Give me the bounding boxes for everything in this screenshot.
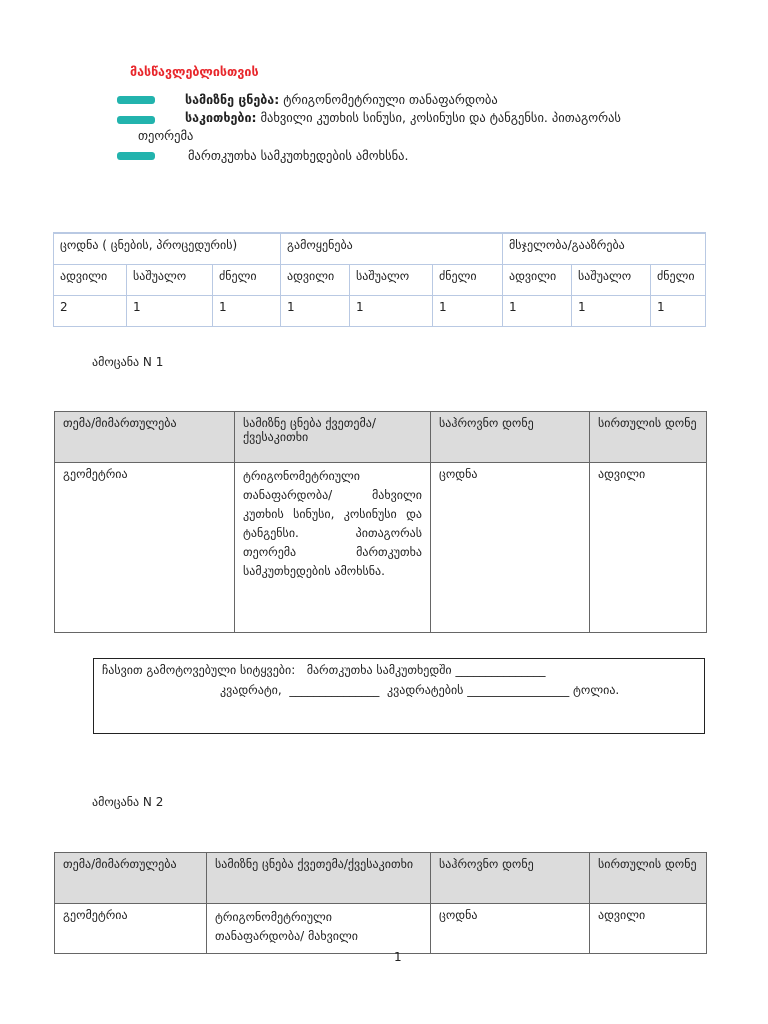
level-cell: ძნელი [433, 265, 503, 296]
header-target-concept: სამიზნე ცნება ქვეთემა/ქვესაკითხი [207, 853, 431, 904]
level-cell: საშუალო [572, 265, 651, 296]
cell-target-concept: ტრიგონომეტრიული თანაფარდობა/ მახვილი [207, 904, 431, 954]
cell-skill-level: ცოდნა [431, 904, 590, 954]
group-reasoning: მსჯელობა/გააზრება [503, 233, 706, 265]
level-cell: ადვილი [503, 265, 572, 296]
group-application: გამოყენება [281, 233, 503, 265]
count-cell: 1 [127, 296, 213, 327]
count-cell: 1 [572, 296, 651, 327]
count-cell: 1 [433, 296, 503, 327]
header-difficulty: სირთულის დონე [590, 412, 707, 463]
level-cell: ძნელი [651, 265, 706, 296]
level-cell: საშუალო [127, 265, 213, 296]
summary-table [53, 232, 706, 327]
task-2-title: ამოცანა N 2 [92, 795, 164, 809]
count-cell: 1 [281, 296, 350, 327]
task-1-data-row [55, 463, 707, 633]
bullet-item-target-concept [185, 90, 498, 110]
bullet-item-topics [185, 108, 703, 128]
level-cell: საშუალო [350, 265, 433, 296]
summary-level-row [54, 265, 706, 296]
task-1-header-row [55, 412, 707, 463]
task-2-table [54, 852, 707, 954]
header-skill-level: საჰროვნო დონე [431, 853, 590, 904]
fill-line-2: კვადრატი, _______________ კვადრატების _________________ ტოლია. [220, 683, 620, 697]
header-topic: თემა/მიმართულება [55, 853, 207, 904]
header-difficulty: სირთულის დონე [590, 853, 707, 904]
bullet-label: საკითხები: [185, 110, 257, 125]
page-number: 1 [394, 950, 402, 964]
level-cell: ძნელი [213, 265, 281, 296]
bullet-marker [117, 116, 155, 124]
count-cell: 1 [651, 296, 706, 327]
count-cell: 2 [54, 296, 127, 327]
bullet-text: მართკუთხა სამკუთხედების ამოხსნა. [188, 148, 409, 163]
summary-group-row [54, 233, 706, 265]
cell-skill-level: ცოდნა [431, 463, 590, 633]
task-2-data-row [55, 904, 707, 954]
cell-difficulty: ადვილი [590, 463, 707, 633]
cell-difficulty: ადვილი [590, 904, 707, 954]
count-cell: 1 [503, 296, 572, 327]
task-2-header-row [55, 853, 707, 904]
bullet-text: მახვილი კუთხის სინუსი, კოსინუსი და ტანგენსი. პითაგორას [256, 110, 621, 125]
cell-topic: გეომეტრია [55, 463, 235, 633]
cell-target-concept: ტრიგონომეტრიული თანაფარდობა/ მახვილი კუთხის სინუსი, კოსინუსი და ტანგენსი. პითაგორას თეორემა მართკუთხა სამკუთხედების ამოხსნა. [235, 463, 431, 633]
count-cell: 1 [213, 296, 281, 327]
bullet-continuation: თეორემა [138, 128, 194, 143]
fill-line-1: ჩასვით გამოტოვებული სიტყვები: მართკუთხა სამკუთხედში _______________ [102, 663, 546, 677]
header-skill-level: საჰროვნო დონე [431, 412, 590, 463]
level-cell: ადვილი [54, 265, 127, 296]
group-knowledge: ცოდნა ( ცნების, პროცედურის) [54, 233, 281, 265]
bullet-marker [117, 96, 155, 104]
task-1-table [54, 411, 707, 633]
level-cell: ადვილი [281, 265, 350, 296]
summary-count-row [54, 296, 706, 327]
bullet-text: ტრიგონომეტრიული თანაფარდობა [279, 92, 498, 107]
cell-topic: გეომეტრია [55, 904, 207, 954]
bullet-item-solving [188, 146, 408, 166]
header-topic: თემა/მიმართულება [55, 412, 235, 463]
header-target-concept: სამიზნე ცნება ქვეთემა/ქვესაკითხი [235, 412, 431, 463]
fill-in-the-blank-box [93, 658, 705, 734]
page-title: მასწავლებლისთვის [130, 64, 259, 79]
count-cell: 1 [350, 296, 433, 327]
bullet-marker [117, 152, 155, 160]
task-1-title: ამოცანა N 1 [92, 355, 164, 369]
bullet-label: სამიზნე ცნება: [185, 92, 280, 107]
